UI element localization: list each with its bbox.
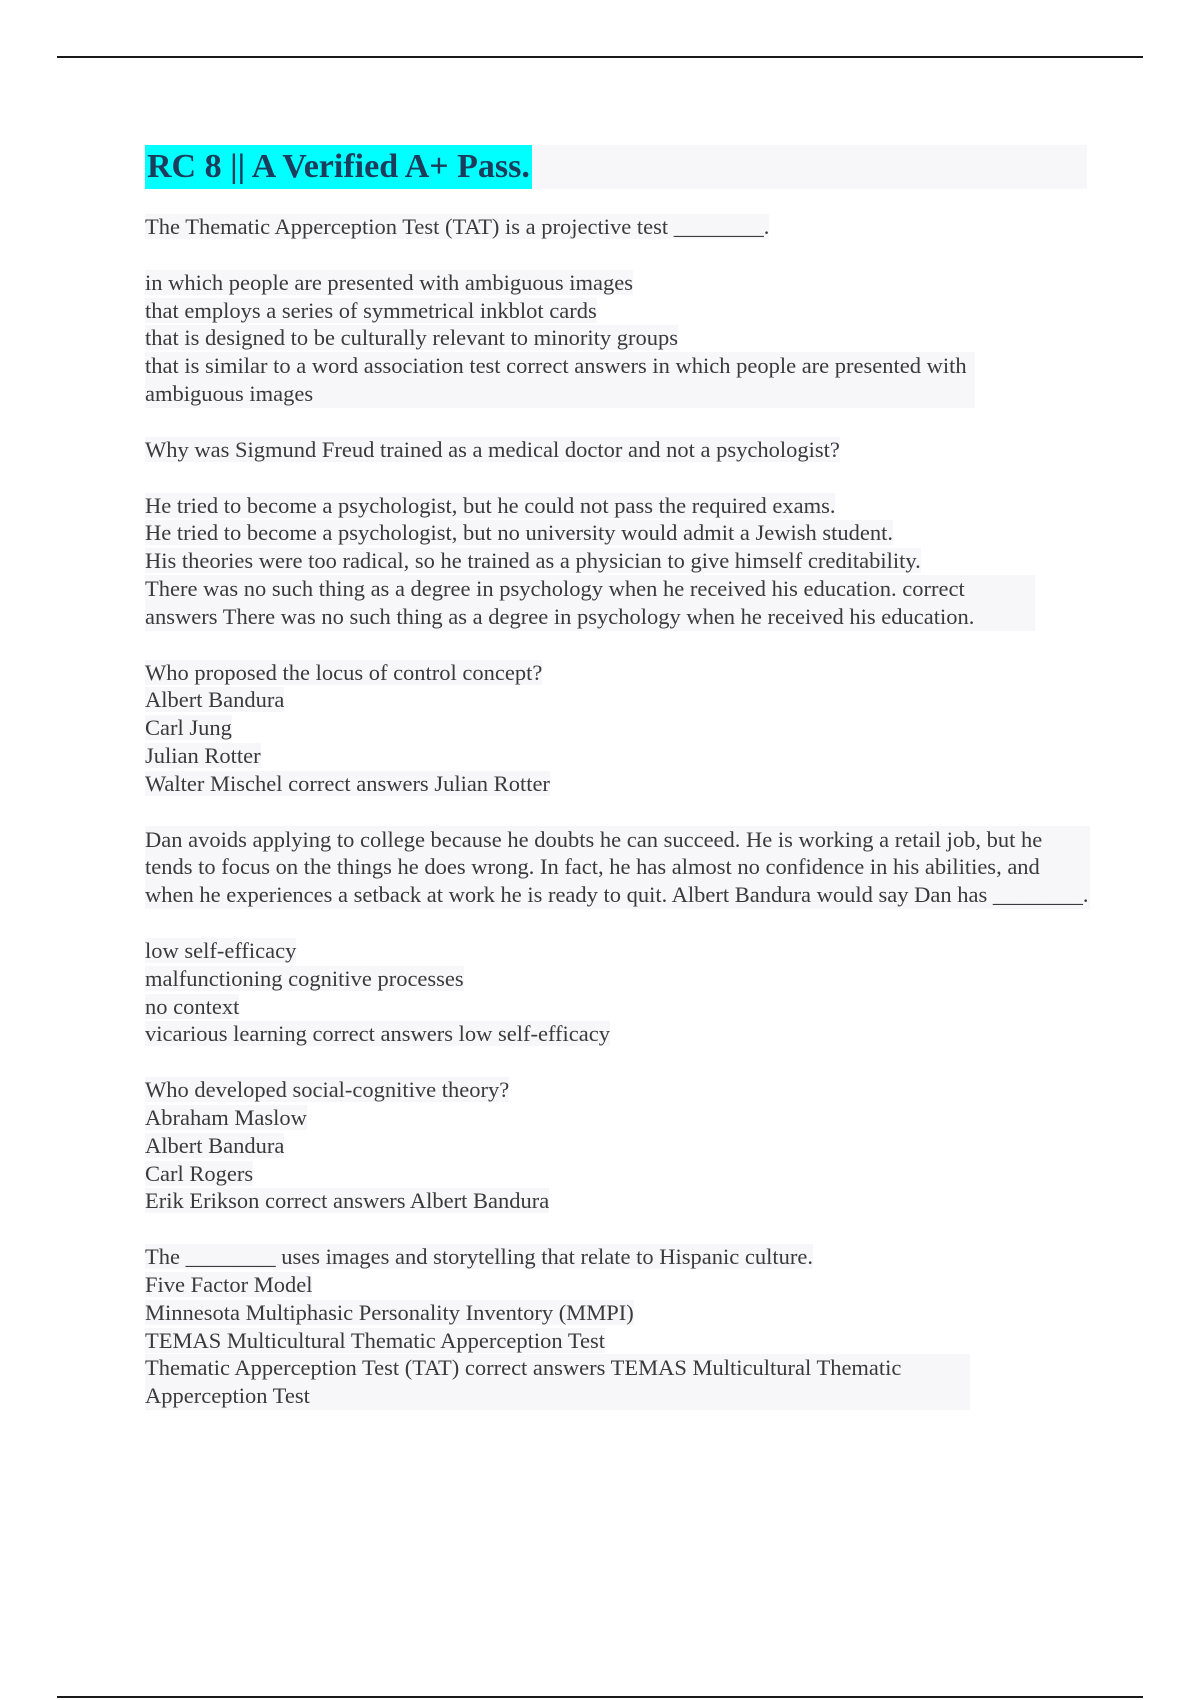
page-title: RC 8 || A Verified A+ Pass. xyxy=(145,145,532,189)
question-block-6 xyxy=(145,1243,1090,1410)
document-body xyxy=(145,213,1090,1438)
question-block-3 xyxy=(145,659,1090,798)
question-text: Dan avoids applying to college because he doubts he can succeed. He is working a retail job, but he tends to focus on the things he does wrong. In fact, he has almost no confidence in his abilities, and when he experiences a setback at work he is ready to quit. Albert Bandura would say Dan has ________. xyxy=(145,826,1089,908)
answer-option: He tried to become a psychologist, but he could not pass the required exams. xyxy=(145,492,836,518)
answer-option: Carl Jung xyxy=(145,715,232,741)
question-block-5 xyxy=(145,1076,1090,1215)
answer-option-with-correct-answer: vicarious learning correct answers low self-efficacy xyxy=(145,1021,610,1047)
answer-option-with-correct-answer: There was no such thing as a degree in psychology when he received his education. correct answers There was no such thing as a degree in psychology when he received his education. xyxy=(145,575,1035,631)
answer-option: that is designed to be culturally relevant to minority groups xyxy=(145,325,679,351)
answer-option-with-correct-answer: Erik Erikson correct answers Albert Bandura xyxy=(145,1188,550,1214)
question-text: Why was Sigmund Freud trained as a medical doctor and not a psychologist? xyxy=(145,436,840,462)
answer-option: Julian Rotter xyxy=(145,742,261,768)
answer-option: no context xyxy=(145,993,240,1019)
answer-option: low self-efficacy xyxy=(145,937,297,963)
answer-option: in which people are presented with ambiguous images xyxy=(145,269,633,295)
answer-option-with-correct-answer: Walter Mischel correct answers Julian Rotter xyxy=(145,770,550,796)
question-block-4 xyxy=(145,826,1090,1049)
question-text: Who proposed the locus of control concept? xyxy=(145,659,543,685)
answer-option: Five Factor Model xyxy=(145,1271,313,1297)
answer-option: Minnesota Multiphasic Personality Inventory (MMPI) xyxy=(145,1299,634,1325)
answer-option: Abraham Maslow xyxy=(145,1104,307,1130)
answer-option: His theories were too radical, so he trained as a physician to give himself creditability. xyxy=(145,548,921,574)
answer-option-with-correct-answer: that is similar to a word association test correct answers in which people are presented with ambiguous images xyxy=(145,352,975,408)
question-block-2 xyxy=(145,436,1090,631)
answer-option: that employs a series of symmetrical inkblot cards xyxy=(145,297,597,323)
answer-option: malfunctioning cognitive processes xyxy=(145,965,464,991)
answer-option: He tried to become a psychologist, but no university would admit a Jewish student. xyxy=(145,520,894,546)
answer-option: Albert Bandura xyxy=(145,1132,285,1158)
answer-option: Carl Rogers xyxy=(145,1160,254,1186)
question-text: Who developed social-cognitive theory? xyxy=(145,1077,510,1103)
question-block-1 xyxy=(145,213,1090,408)
answer-option: Albert Bandura xyxy=(145,687,285,713)
answer-option-with-correct-answer: Thematic Apperception Test (TAT) correct answers TEMAS Multicultural Thematic Apperception Test xyxy=(145,1354,970,1410)
answer-option: TEMAS Multicultural Thematic Apperception Test xyxy=(145,1327,606,1353)
footer-rule xyxy=(57,1696,1143,1698)
header-rule xyxy=(57,56,1143,58)
question-text: The ________ uses images and storytelling that relate to Hispanic culture. xyxy=(145,1244,813,1270)
question-text: The Thematic Apperception Test (TAT) is a projective test ________. xyxy=(145,214,770,239)
